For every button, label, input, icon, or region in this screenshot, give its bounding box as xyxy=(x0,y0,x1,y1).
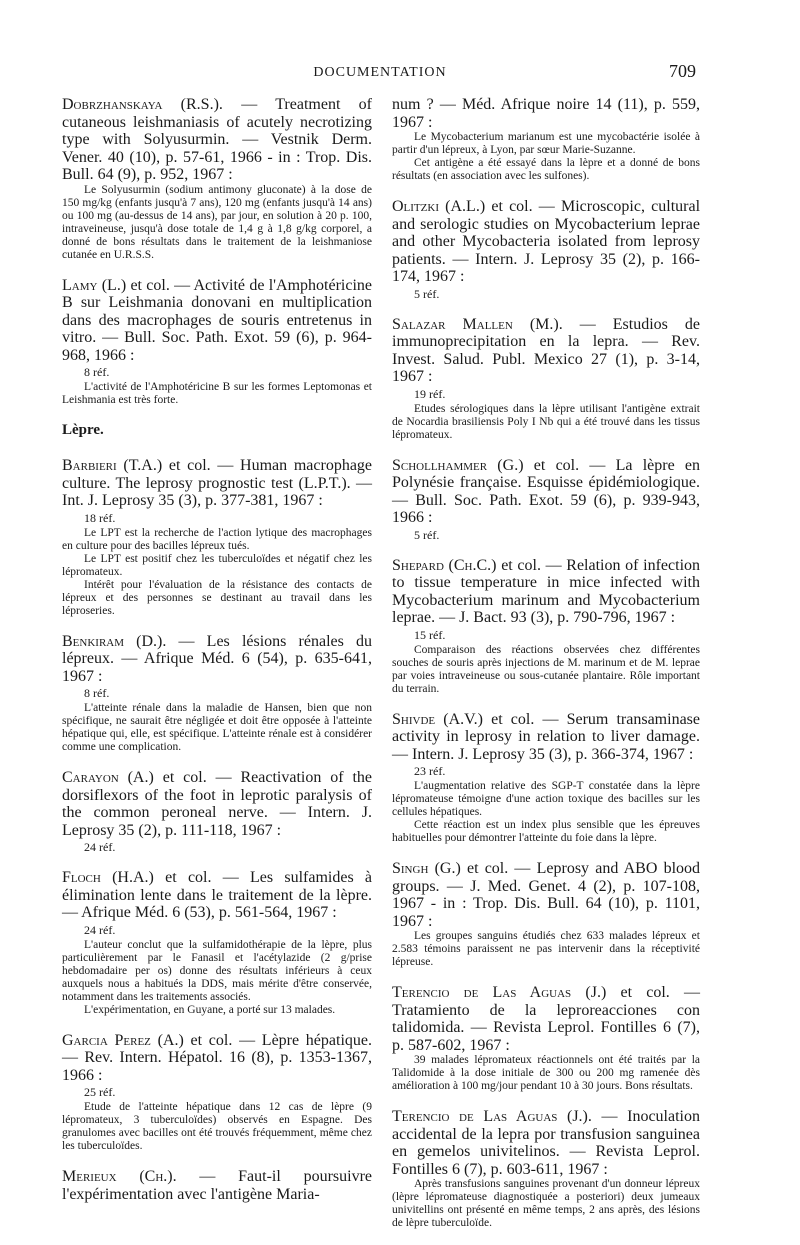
bibliography-entry xyxy=(392,860,700,969)
entry-citation xyxy=(392,984,700,1054)
entry-ref-count: 24 réf. xyxy=(84,840,116,854)
entry-ref-count: 15 réf. xyxy=(414,627,446,642)
entry-citation xyxy=(392,557,700,627)
entry-author: Singh (G.) xyxy=(392,860,461,877)
running-title: DOCUMENTATION xyxy=(313,65,447,80)
entry-ref-count: 23 réf. xyxy=(414,764,446,778)
entry-abstract: Le LPT est la recherche de l'action lytique des macrophages en culture pour des bacilles lépreux tués. xyxy=(62,526,372,552)
entry-abstract: Cette réaction est un index plus sensible que les épreuves habituelles pour démontrer l'atteinte du foie dans la lèpre. xyxy=(392,819,700,844)
entry-reference: — Inoculation accidental de la lepra por transfusion sanguinea en gemelos univitelinos. — Revista Leprol. Fontilles 6 (7), p. 603-611, 1967 : xyxy=(392,1108,700,1178)
entry-author: Olitzki (A.L.) xyxy=(392,198,486,215)
entry-author: Schollhammer (G.) xyxy=(392,456,524,474)
entry-citation xyxy=(62,869,372,922)
entry-citation xyxy=(392,1108,700,1178)
entry-ref-count: 5 réf. xyxy=(414,286,440,301)
entry-citation xyxy=(62,633,372,686)
bibliography-entry xyxy=(392,984,700,1093)
bibliography-entry xyxy=(62,1168,372,1203)
right-column xyxy=(392,96,700,1245)
entry-citation xyxy=(62,1168,372,1203)
entry-abstract: 39 malades lépromateux réactionnels ont été traités par la Talidomide à la dose initiale de 300 ou 200 mg ramenée dès amélioration à 100 mg/jour pendant 10 à 30 jours. Bons résultats. xyxy=(392,1054,700,1092)
entry-citation xyxy=(392,198,700,286)
entry-citation xyxy=(392,316,700,386)
entry-author: Barbieri (T.A.) xyxy=(62,457,163,474)
entry-author: Lamy (L.) xyxy=(62,276,127,294)
entry-author: Floch (H.A.) xyxy=(62,869,154,886)
entry-reference: et col. — Serum transaminase activity in leprosy in relation to liver damage. — Intern. J. Leprosy 35 (3), p. 366-374, 1967 : xyxy=(392,710,701,763)
entry-abstract: L'auteur conclut que la sulfamidothérapie de la lèpre, plus particulièrement par le Fanasil et l'acétylazide (2 g/prise hebdomadaire per os) donne des résultats inférieurs à ceux auxquels nous a habitués la DDS, mais mérite d'être conservée, notamment dans les traitements associés. xyxy=(62,938,372,1003)
bibliography-entry xyxy=(392,96,700,183)
entry-ref-count: 8 réf. xyxy=(84,686,110,700)
entry-reference: et col. — Leprosy and ABO blood groups. — J. Med. Genet. 4 (2), p. 107-108, 1967 - in : Trop. Dis. Bull. 64 (10), p. 1101, 1967 : xyxy=(392,860,701,930)
entry-abstract: Etudes sérologiques dans la lèpre utilisant l'antigène extrait de Nocardia brasiliensis Poly I Nb qui a été trouvé dans les tissus lépromateux. xyxy=(392,402,700,441)
entry-abstract: Cet antigène a été essayé dans la lèpre et a donné de bons résultats (en association avec les sulfones). xyxy=(392,157,700,182)
entry-abstract: L'atteinte rénale dans la maladie de Hansen, bien que non spécifique, ne saurait être négligée et doit être opposée à l'atteinte hépatique qui, elle, est spécifique. L'atteinte rénale est à considérer comme une complication. xyxy=(62,702,372,753)
entry-citation xyxy=(392,860,700,930)
entry-reference: et col. — Microscopic, cultural and serologic studies on Mycobacterium leprae and other Mycobacteria isolated from leprosy patients. — Intern. J. Leprosy 35 (2), p. 166-174, 1967 : xyxy=(392,198,701,285)
left-entries-leprosy xyxy=(62,457,372,1203)
bibliography-entry xyxy=(392,457,700,542)
entry-reference: — Les lésions rénales du lépreux. — Afrique Méd. 6 (54), p. 635-641, 1967 : xyxy=(62,632,372,685)
entry-author: Benkiram (D.). xyxy=(62,632,167,650)
entry-author: Salazar Mallen (M.). xyxy=(392,315,563,333)
entry-reference: — Treatment of cutaneous leishmaniasis of acutely necrotizing type with Solyusurmin. — Vestnik Derm. Vener. 40 (10), p. 57-61, 1966 - in : Trop. Dis. Bull. 64 (9), p. 952, 1967 : xyxy=(62,96,372,183)
entry-citation xyxy=(62,769,372,839)
entry-abstract: Etude de l'atteinte hépatique dans 12 cas de lèpre (9 lépromateux, 3 tuberculoïdes) observés en Espagne. Des granulomes avec bacilles ont été trouvés fréquemment, même chez les tuberculoïdes. xyxy=(62,1101,372,1152)
entry-abstract: L'augmentation relative des SGP-T constatée dans la lèpre lépromateuse témoigne d'une action toxique des bacilles sur les cellules hépatiques. xyxy=(392,780,700,818)
page-number: 709 xyxy=(669,61,696,81)
bibliography-entry xyxy=(62,457,372,618)
entry-citation xyxy=(62,96,372,184)
entry-ref-count: 18 réf. xyxy=(84,510,116,525)
entry-author: Dobrzhanskaya (R.S.). xyxy=(62,96,223,113)
entry-reference: — Faut-il poursuivre l'expérimentation avec l'antigène Maria- xyxy=(62,1168,373,1203)
entry-ref-count: 19 réf. xyxy=(414,386,446,401)
bibliography-entry xyxy=(392,316,700,442)
entry-reference: et col. — Tratamiento de la leproreacciones con talidomida. — Revista Leprol. Fontilles 6 (7), p. 587-602, 1967 : xyxy=(392,984,701,1054)
entry-reference: et col. — Human macrophage culture. The leprosy prognostic test (L.P.T.). — Int. J. Leprosy 35 (3), p. 377-381, 1967 : xyxy=(62,457,373,509)
entry-reference: et col. — Lèpre hépatique. — Rev. Intern. Hépatol. 16 (8), p. 1353-1367, 1966 : xyxy=(62,1031,373,1084)
entry-abstract: Le Solyusurmin (sodium antimony gluconate) à la dose de 150 mg/kg (enfants jusqu'à 7 ans), 120 mg (enfants jusqu'à 14 ans) ou 100 mg (au-dessus de 14 ans), par jour, en solution à 20 p. 100, intraveineuse, jusqu'à dose totale de 1,4 g à 1,8 g/kg corporel, a donné de bons résultats dans le traitement de la leishmaniose cutanée en U.R.S.S. xyxy=(62,183,372,261)
entry-abstract: Le LPT est positif chez les tuberculoïdes et négatif chez les lépromateux. xyxy=(62,552,372,578)
entry-citation xyxy=(62,277,372,365)
entry-reference: et col. — Activité de l'Amphotéricine B sur Leishmania donovani en multiplication dans des macrophages de souris entretenus in vitro. — Bull. Soc. Path. Exot. 59 (6), p. 964-968, 1966 : xyxy=(62,276,372,364)
entry-author: Terencio de Las Aguas (J.) xyxy=(392,984,607,1001)
entry-citation xyxy=(392,96,700,131)
bibliography-entry xyxy=(392,198,700,301)
entry-ref-count: 5 réf. xyxy=(414,527,440,542)
entry-abstract: Intérêt pour l'évaluation de la résistance des contacts de lépreux et des personnes se destinant au travail dans les léproseries. xyxy=(62,578,372,617)
entry-abstract: L'activité de l'Amphotéricine B sur les formes Leptomonas et Leishmania est très forte. xyxy=(62,381,372,406)
entry-author: Terencio de Las Aguas (J.). xyxy=(392,1108,592,1125)
bibliography-entry xyxy=(62,277,372,408)
entry-author: Garcia Perez (A.) xyxy=(62,1031,184,1049)
bibliography-entry xyxy=(392,557,700,696)
bibliography-entry xyxy=(392,1108,700,1230)
entry-abstract: Le Mycobacterium marianum est une mycobactérie isolée à partir d'un lépreux, à Lyon, par sœur Marie-Suzanne. xyxy=(392,131,700,156)
entry-abstract: L'expérimentation, en Guyane, a porté sur 13 malades. xyxy=(84,1003,336,1016)
entry-citation xyxy=(62,457,372,510)
section-title: Lèpre. xyxy=(62,422,104,438)
entry-reference: et col. — Les sulfamides à élimination lente dans le traitement de la lèpre. — Afrique Méd. 6 (53), p. 561-564, 1967 : xyxy=(62,869,373,921)
bibliography-entry xyxy=(62,633,372,755)
entry-citation xyxy=(392,711,700,764)
entry-reference: num ? — Méd. Afrique noire 14 (11), p. 559, 1967 : xyxy=(392,96,700,131)
left-column xyxy=(62,96,372,1218)
entry-reference: et col. — Relation of infection to tissue temperature in mice infected with Mycobacterium marinum and Mycobacterium leprae. — J. Bact. 93 (3), p. 790-796, 1967 : xyxy=(392,556,701,626)
entry-citation xyxy=(392,457,700,527)
entry-reference: et col. — La lèpre en Polynésie française. Esquisse épidémiologique. — Bull. Soc. Path. Exot. 59 (6), p. 939-943, 1966 : xyxy=(392,456,701,526)
left-entries xyxy=(62,96,372,407)
entry-author: Carayon (A.) xyxy=(62,769,154,786)
entry-author: Shepard (Ch.C.) xyxy=(392,556,497,574)
bibliography-entry xyxy=(62,1032,372,1154)
entry-author: Shivde (A.V.) xyxy=(392,710,483,728)
entry-ref-count: 24 réf. xyxy=(84,922,116,937)
bibliography-entry xyxy=(62,769,372,854)
entry-author: Merieux (Ch.). xyxy=(62,1168,177,1185)
bibliography-entry xyxy=(62,869,372,1017)
entry-reference: et col. — Reactivation of the dorsiflexors of the foot in leprotic paralysis of the common peroneal nerve. — Intern. J. Leprosy 35 (2), p. 111-118, 1967 : xyxy=(62,769,372,839)
entry-ref-count: 25 réf. xyxy=(84,1085,116,1099)
bibliography-entry xyxy=(62,96,372,262)
entry-abstract: Après transfusions sanguines provenant d'un donneur lépreux (lèpre lépromateuse diagnostiquée a posteriori) deux jumeaux univitellins ont présenté en même temps, 2 ans après, des lésions de lèpre tuberculoïde. xyxy=(392,1178,700,1229)
entry-citation xyxy=(62,1032,372,1085)
entry-abstract: Comparaison des réactions observées chez différentes souches de souris après injections de M. marinum et de M. leprae par voies intraveineuse ou sous-cutanée plantaire. Rôle important du terrain. xyxy=(392,643,700,695)
entry-reference: — Estudios de immunoprecipitation en la lepra. — Rev. Invest. Salud. Publ. Mexico 27 (1), p. 3-14, 1967 : xyxy=(392,315,701,385)
entry-abstract: Les groupes sanguins étudiés chez 633 malades lépreux et 2.583 témoins paraissent ne pas intervenir dans la réceptivité lépreuse. xyxy=(392,930,700,968)
right-entries xyxy=(392,96,700,1230)
entry-ref-count: 8 réf. xyxy=(84,365,110,379)
page-header xyxy=(0,60,800,90)
bibliography-entry xyxy=(392,711,700,846)
